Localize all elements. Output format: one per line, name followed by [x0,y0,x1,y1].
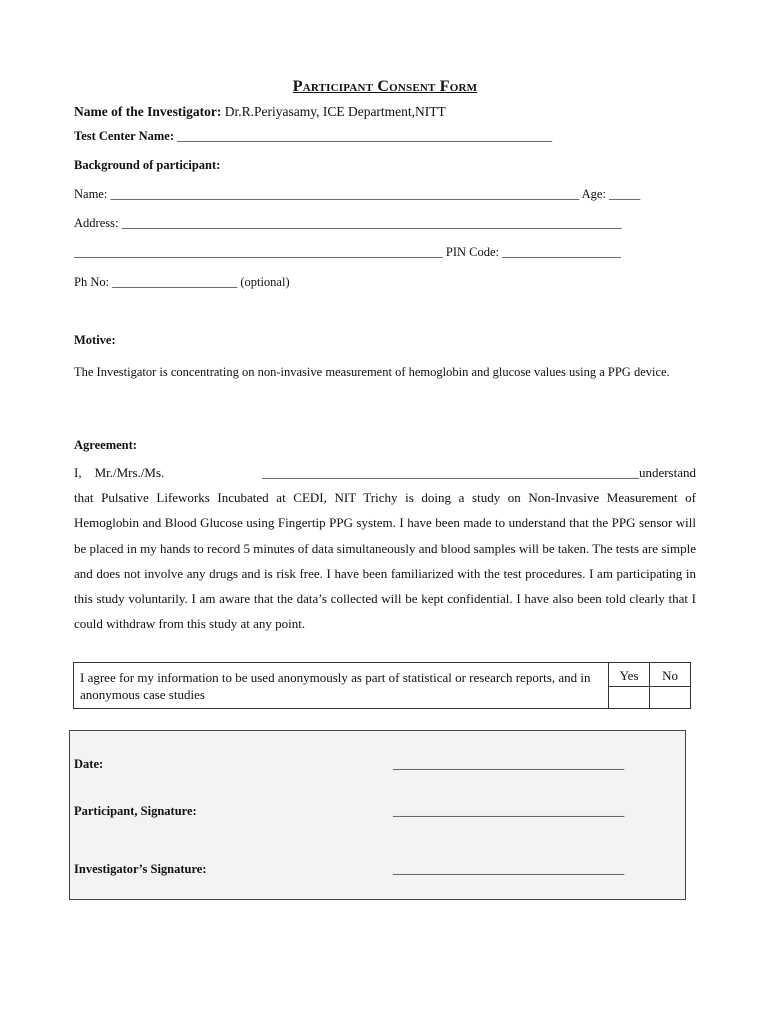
signature-box [69,730,686,900]
date-label: Date: [74,757,104,771]
participant-signature-label: Participant, Signature: [74,804,197,818]
investigator-value: Dr.R.Periyasamy, ICE Department,NITT [221,104,446,119]
yes-header: Yes [609,663,650,687]
intro-salutation: Mr./Mrs./Ms. [94,465,165,480]
intro-prefix: I, [74,465,82,480]
investigator-signature-label: Investigator’s Signature: [74,862,207,876]
form-title: Participant Consent Form [292,78,478,95]
address-field[interactable]: Address: ________________________________________________________________________________ [74,216,622,230]
name-age-field[interactable]: Name: ___________________________________________________________________________ Age: _____ [74,187,641,201]
investigator-label: Name of the Investigator: [74,104,222,119]
test-center-field[interactable]: ____________________________________________________________ [173,129,553,143]
motive-heading: Motive: [74,333,116,347]
agreement-intro-prefix [74,460,164,485]
participant-name-field[interactable]: __________________________________________________________understand [261,465,696,480]
agreement-text: that Pulsative Lifeworks Incubated at CEDI, NIT Trichy is doing a study on Non-Invasive Measurement of Hemoglobin and Blood Glucose using Fingertip PPG system. I have been made to understand that the PPG sensor will be placed in my hands to record 5 minutes of data simultaneously and blood samples will be taken. The tests are simple and does not involve any drugs and is risk free. I have been familiarized with the test procedures. I am participating in this study voluntarily. I am aware that the data’s collected will be kept confidential. I have also been told clearly that I could withdraw from this study at any point. [74,490,696,632]
test-center-line [74,129,552,144]
no-checkbox-cell[interactable] [650,687,691,709]
phone-field[interactable]: Ph No: ____________________ (optional) [74,275,290,289]
consent-table [73,662,691,709]
no-header: No [650,663,691,687]
participant-signature-field[interactable]: _____________________________________ [393,804,625,818]
agreement-paragraph [74,460,696,636]
investigator-line [74,104,446,120]
agreement-heading: Agreement: [74,438,137,452]
background-heading: Background of participant: [74,158,221,172]
test-center-label: Test Center Name: [74,129,174,143]
agreement-intro [74,460,696,485]
address-pin-field[interactable]: ___________________________________________________________ PIN Code: ___________________ [74,245,621,259]
consent-statement: I agree for my information to be used anonymously as part of statistical or research reports, and in anonymous case studies [74,663,609,709]
motive-text: The Investigator is concentrating on non-invasive measurement of hemoglobin and glucose values using a PPG device. [74,365,670,379]
date-field[interactable]: _____________________________________ [393,757,625,771]
yes-checkbox-cell[interactable] [609,687,650,709]
investigator-signature-field[interactable]: _____________________________________ [393,862,625,876]
